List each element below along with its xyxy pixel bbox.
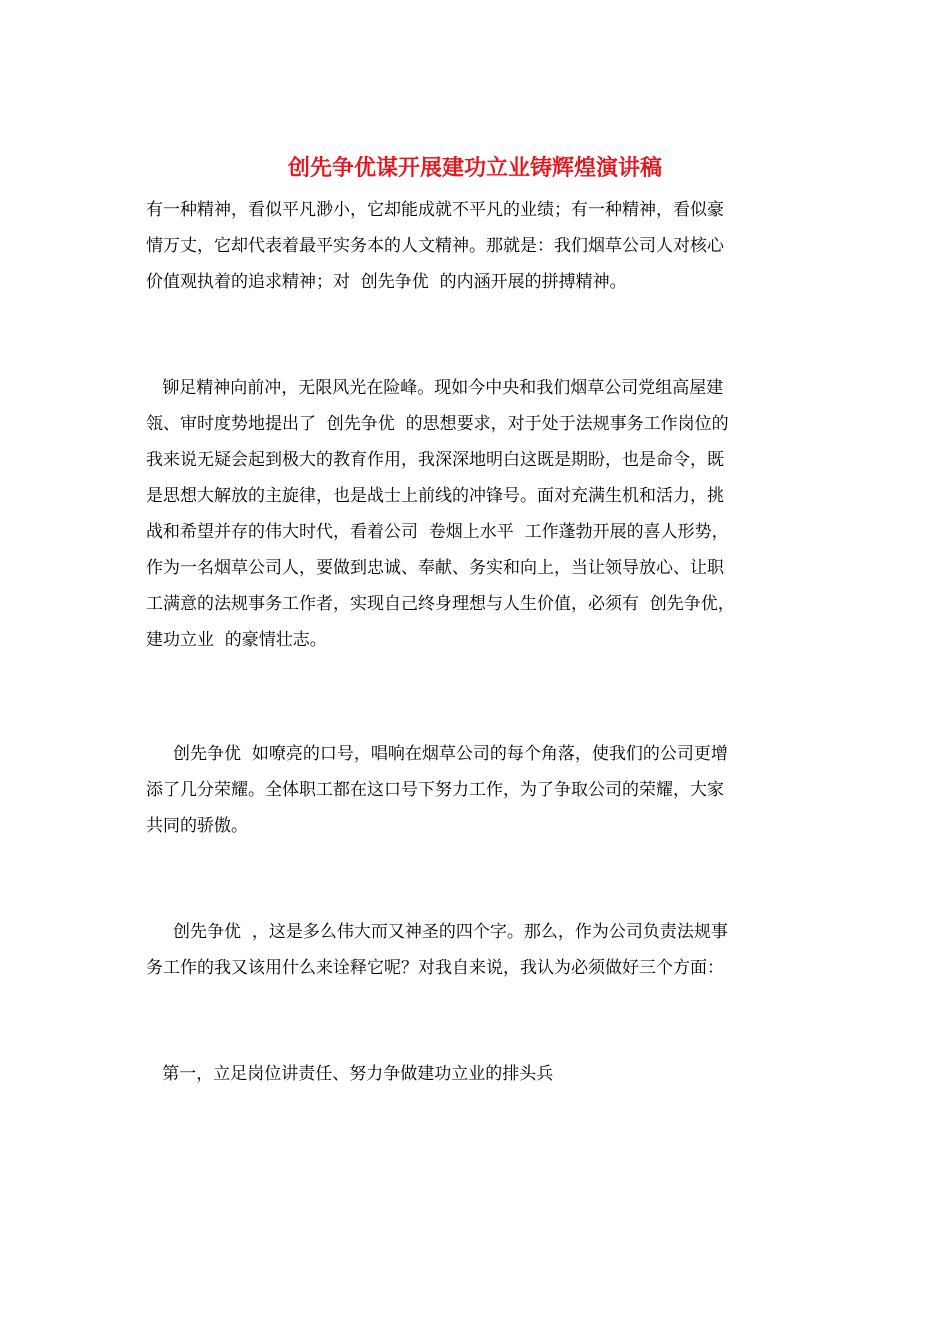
text-line: 作为一名烟草公司人，要做到忠诚、奉献、务实和向上，当让领导放心、让职 bbox=[146, 558, 724, 578]
paragraph-2 bbox=[146, 370, 812, 658]
text-line: 情万丈，它却代表着最平实务本的人文精神。那就是：我们烟草公司人对核心 bbox=[146, 236, 724, 256]
text-line: 工满意的法规事务工作者，实现自己终身理想与人生价值，必须有 创先争优， bbox=[146, 594, 735, 614]
text-line: 战和希望并存的伟大时代，看着公司 卷烟上水平 工作蓬勃开展的喜人形势， bbox=[146, 522, 729, 542]
paragraph-4 bbox=[146, 914, 812, 986]
paragraph-3 bbox=[146, 736, 812, 844]
paragraph-1 bbox=[146, 192, 812, 300]
text-line: 是思想大解放的主旋律，也是战士上前线的冲锋号。面对充满生机和活力，挑 bbox=[146, 486, 724, 506]
text-line: 我来说无疑会起到极大的教育作用，我深深地明白这既是期盼，也是命令，既 bbox=[146, 450, 724, 470]
text-line: 第一，立足岗位讲责任、努力争做建功立业的排头兵 bbox=[146, 1064, 554, 1084]
text-line: 创先争优 如嘹亮的口号，唱响在烟草公司的每个角落，使我们的公司更增 bbox=[146, 744, 728, 764]
text-line: 共同的骄傲。 bbox=[146, 816, 248, 836]
text-line: 瓴、审时度势地提出了 创先争优 的思想要求，对于处于法规事务工作岗位的 bbox=[146, 414, 729, 434]
section-heading-first bbox=[146, 1056, 812, 1092]
text-line: 添了几分荣耀。全体职工都在这口号下努力工作，为了争取公司的荣耀，大家 bbox=[146, 780, 724, 800]
text-line: 创先争优 ，这是多么伟大而又神圣的四个字。那么，作为公司负责法规事 bbox=[146, 922, 728, 942]
text-line: 建功立业 的豪情壮志。 bbox=[146, 630, 327, 650]
text-line: 务工作的我又该用什么来诠释它呢？对我自来说，我认为必须做好三个方面： bbox=[146, 958, 724, 978]
text-line: 价值观执着的追求精神；对 创先争优 的内涵开展的拼搏精神。 bbox=[146, 272, 627, 292]
text-line: 有一种精神，看似平凡渺小，它却能成就不平凡的业绩；有一种精神，看似豪 bbox=[146, 200, 724, 220]
document-title: 创先争优谋开展建功立业铸辉煌演讲稿 bbox=[287, 155, 662, 181]
text-line: 铆足精神向前冲，无限风光在险峰。现如今中央和我们烟草公司党组高屋建 bbox=[146, 378, 724, 398]
